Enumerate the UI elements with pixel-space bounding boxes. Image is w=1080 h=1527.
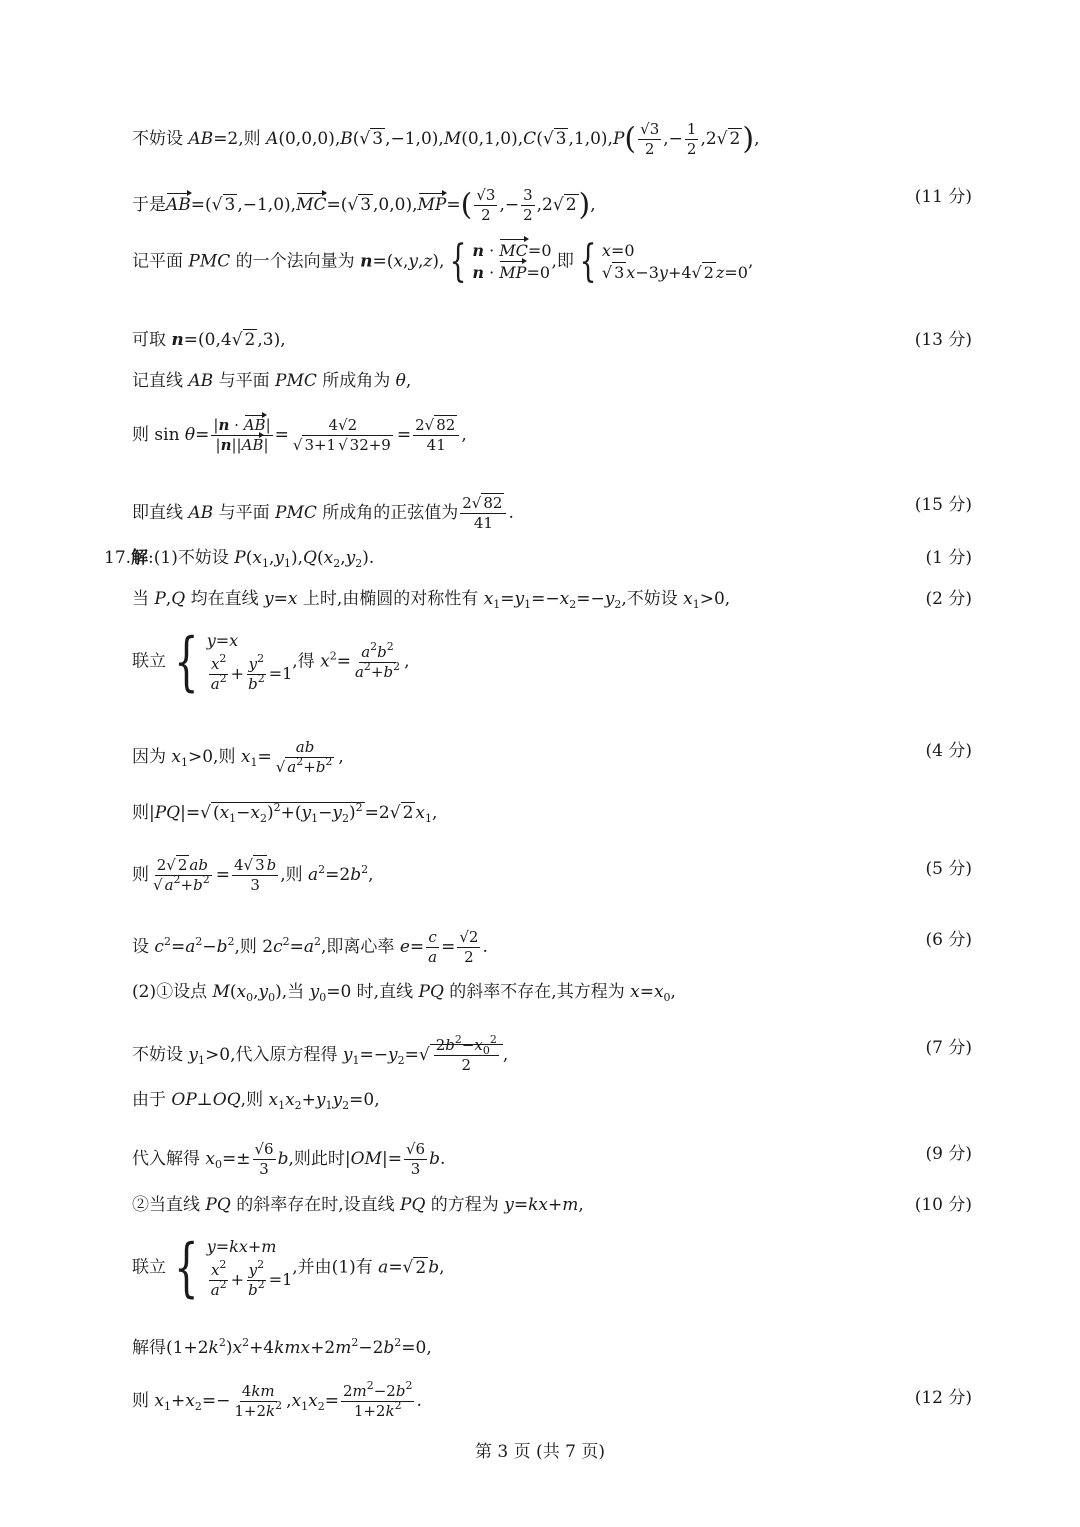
- solution-line: 则 $\frac{2√ 2 ab}{√ a^2+b^2}$ = $\frac{4√ 3 b}{3}$ ,则 $a^2=2b^2$,: [132, 856, 374, 894]
- solution-line: 代入解得 $x_0=\pm$ $\frac{√6}{3}$ b,则此时|OM|= $\frac{√6}{3}$ b.: [132, 1140, 446, 1178]
- solution-line: 因为 $x_1>0$,则 $x_1=$ $\frac{ab}{√ a^2+b^2}$ ,: [132, 738, 344, 776]
- solution-line: 当 P,Q 均在直线 y=x 上时,由椭圆的对称性有 $x_1=y_1=-x_2=-y_2$,不妨设 $x_1>0$,: [132, 589, 731, 611]
- solution-line: ②当直线 PQ 的斜率存在时,设直线 PQ 的方程为 y=kx+m,: [132, 1195, 584, 1215]
- solution-line: 于是AB=(√ 3 ,−1,0),MC=(√ 3 ,0,0),MP=( $\frac{√3}{2}$ ,− $\frac{3}{2}$ ,2√ 2),: [132, 186, 596, 224]
- score-mark: (9 分): [925, 1144, 972, 1164]
- solution-line: 记平面 PMC 的一个法向量为 n=(x,y,z), { n · MC=0 n · MP=0 ,即 { x=0 √ 3 x−3y+4√ 2 z=0 ,: [132, 236, 754, 287]
- score-mark: (12 分): [914, 1388, 972, 1408]
- solution-line: 由于 OP⊥OQ,则 $x_1x_2+y_1y_2=0$,: [132, 1090, 380, 1112]
- score-mark: (6 分): [925, 930, 972, 950]
- score-mark: (4 分): [925, 741, 972, 761]
- page-footer: 第 3 页 (共 7 页): [475, 1442, 605, 1462]
- solution-line: 联立 { y=x $\frac{x^2}{a^2}$ + $\frac{y^2}{b^2}$ =1 ,得 $x^2=$ $\frac{a^2b^2}{a^2+b^2}$ ,: [132, 625, 410, 699]
- score-mark: (10 分): [914, 1195, 972, 1215]
- score-mark: (13 分): [914, 330, 972, 350]
- solution-line: 不妨设 AB=2,则 A(0,0,0),B(√ 3 ,−1,0),M(0,1,0),C(√ 3 ,1,0),P( $\frac{√3}{2}$ ,− $\frac{1}{2}$ ,2√ 2),: [132, 120, 760, 158]
- score-mark: (11 分): [914, 187, 972, 207]
- solution-line: 可取 n=(0,4√ 2 ,3),: [132, 330, 286, 350]
- score-mark: (1 分): [925, 548, 972, 568]
- solution-line: 则|PQ|=√ $(x_1-x_2)^2+(y_1-y_2)^2 =2√$ 2 $x_1$,: [132, 801, 438, 825]
- solution-line: 即直线 AB 与平面 PMC 所成角的正弦值为 $\frac{2√ 82}{41}$ .: [132, 494, 514, 532]
- solution-line: 解得$(1+2k^2)x^2+4kmx+2m^2-2b^2=0$,: [132, 1336, 432, 1358]
- score-mark: (5 分): [925, 859, 972, 879]
- problem-17-heading: 17.解:(1)不妨设 $P(x_1,y_1),Q(x_2,y_2)$.: [104, 548, 375, 570]
- score-mark: (7 分): [925, 1038, 972, 1058]
- solution-line: 则 $x_1+x_2=-$ $\frac{4km}{1+2k^2}$ $,x_1x_2=$ $\frac{2m^2-2b^2}{1+2k^2}$ .: [132, 1379, 422, 1420]
- score-mark: (15 分): [914, 495, 972, 515]
- solution-line: 不妨设 $y_1>0$,代入原方程得 $y_1=-y_2=√$ $\frac{2b^2-x_0^2}{2}$ ,: [132, 1033, 509, 1074]
- solution-line: 设 $c^2=a^2-b^2$,则 $2c^2=a^2$,即离心率 e= $\frac{c}{a}$ = $\frac{√2}{2}$ .: [132, 928, 488, 966]
- solution-line: 则 sin θ= $\frac{|n \cdot AB|}{|n||AB|}$ = $\frac{4√2}{√ 3+1 √ 32+9}$ = $\frac{2√ 82}{41}$ ,: [132, 416, 467, 454]
- solution-line: (2)①设点 $M(x_0,y_0)$,当 $y_0=0$ 时,直线 PQ 的斜率不存在,其方程为 $x=x_0$,: [132, 982, 676, 1004]
- solution-line: 联立 { y=kx+m $\frac{x^2}{a^2}$ + $\frac{y^2}{b^2}$ =1 ,并由(1)有 a=√ 2 b,: [132, 1231, 445, 1305]
- solution-line: 记直线 AB 与平面 PMC 所成角为 θ,: [132, 371, 412, 391]
- score-mark: (2 分): [925, 589, 972, 609]
